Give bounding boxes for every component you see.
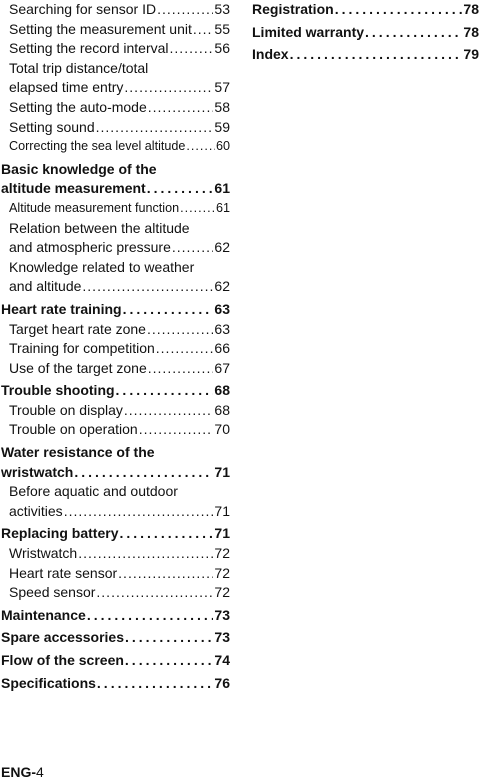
toc-title-text: Limited warranty (252, 23, 365, 40)
toc-entry-before-aquatic-and-outdoor-activities (1, 482, 230, 521)
toc-section-spare-accessories (1, 628, 230, 648)
dot-leader (157, 0, 213, 20)
dot-leader (118, 564, 213, 584)
toc-line (9, 339, 230, 359)
toc-line (9, 20, 230, 40)
toc-line (1, 160, 230, 180)
toc-page-number: 66 (214, 340, 230, 357)
toc-title-text: Specifications (1, 674, 96, 691)
toc-page-number: 55 (214, 20, 230, 37)
dot-leader (335, 0, 463, 20)
toc-page-number: 63 (214, 320, 230, 337)
toc-entry-target-heart-rate-zone (1, 320, 230, 340)
toc-page-number: 53 (214, 1, 230, 17)
toc-line (1, 674, 230, 694)
toc-section-water-resistance-of-the-wristwatch (1, 443, 230, 482)
toc-line (1, 628, 230, 648)
toc-line (252, 23, 479, 43)
toc-title-text: Setting the measurement unit (9, 20, 192, 37)
dot-leader (156, 339, 214, 359)
toc-line (9, 78, 230, 98)
toc-title-text: Trouble on display (9, 401, 123, 418)
toc-title-text: Total trip distance/total (9, 59, 149, 76)
toc-page-number: 59 (214, 118, 230, 135)
toc-line (9, 98, 230, 118)
dot-leader (123, 300, 214, 320)
toc-title-text: and atmospheric pressure (9, 239, 171, 256)
toc-entry-wristwatch (1, 544, 230, 564)
toc-entry-setting-the-measurement-unit (1, 20, 230, 40)
toc-page-number: 76 (214, 674, 230, 691)
toc-line (9, 0, 230, 20)
toc-title-text: Heart rate sensor (9, 564, 118, 581)
toc-line (9, 277, 230, 297)
dot-leader (119, 524, 213, 544)
toc-line (9, 137, 230, 157)
dot-leader (147, 179, 214, 199)
toc-title-text: Setting the record interval (9, 40, 169, 57)
toc-section-replacing-battery (1, 524, 230, 544)
toc-entry-speed-sensor (1, 583, 230, 603)
toc-title-text: Speed sensor (9, 584, 96, 601)
toc-line (9, 564, 230, 584)
toc-page-number: 72 (214, 564, 230, 581)
toc-page-number: 73 (214, 629, 230, 646)
toc-title-text: Training for competition (9, 340, 155, 357)
toc-entry-training-for-competition (1, 339, 230, 359)
toc-entry-relation-between-the-altitude-and-atmospheric-pressure (1, 219, 230, 258)
toc-title-text: Flow of the screen (1, 652, 124, 668)
toc-title-text: Altitude measurement function (9, 200, 180, 215)
toc-line (9, 219, 230, 239)
dot-leader (186, 137, 215, 157)
toc-entry-use-of-the-target-zone (1, 359, 230, 379)
dot-leader (124, 401, 214, 421)
toc-entry-setting-sound (1, 118, 230, 138)
toc-line (1, 651, 230, 671)
toc-page-number: 67 (214, 359, 230, 376)
toc-title-text: and altitude (9, 278, 82, 295)
toc-page-number: 62 (214, 239, 230, 256)
dot-leader (125, 651, 214, 671)
toc-section-flow-of-the-screen (1, 651, 230, 671)
toc-section-basic-knowledge-of-the-altitude-measurement (1, 160, 230, 199)
toc-title-text: Replacing battery (1, 525, 119, 542)
dot-leader (170, 39, 214, 59)
toc-line (1, 381, 230, 401)
toc-page-number: 62 (214, 278, 230, 295)
dot-leader (180, 199, 215, 219)
toc-entry-correcting-the-sea-level-altitude (1, 137, 230, 157)
footer-prefix: ENG- (1, 764, 36, 780)
toc-entry-heart-rate-sensor (1, 564, 230, 584)
dot-leader (139, 420, 214, 440)
toc-line (1, 179, 230, 199)
toc-title-text: Heart rate training (1, 300, 122, 317)
toc-title-text: Basic knowledge of the (1, 160, 157, 177)
toc-title-text: elapsed time entry (9, 79, 124, 96)
toc-title-text: Target heart rate zone (9, 320, 146, 337)
footer-page-number: 4 (36, 764, 44, 780)
toc-section-registration (252, 0, 479, 20)
dot-leader (172, 238, 214, 258)
dot-leader (148, 98, 214, 118)
toc-line (9, 359, 230, 379)
toc-line (9, 320, 230, 340)
toc-line (9, 544, 230, 564)
toc-line (9, 118, 230, 138)
toc-title-text: Trouble on operation (9, 421, 138, 438)
toc-page-number: 72 (214, 584, 230, 601)
toc-line (9, 583, 230, 603)
toc-line (252, 45, 479, 65)
toc-page-number: 70 (214, 421, 230, 438)
toc-section-heart-rate-training (1, 300, 230, 320)
dot-leader (96, 118, 214, 138)
toc-page-number: 74 (214, 652, 230, 668)
toc-line (9, 39, 230, 59)
toc-title-text: Use of the target zone (9, 359, 147, 376)
toc-line (252, 0, 479, 20)
toc-title-text: Relation between the altitude (9, 219, 190, 236)
toc-page-number: 68 (214, 401, 230, 418)
dot-leader (116, 381, 214, 401)
toc-page-number: 56 (214, 40, 230, 57)
toc-section-limited-warranty (252, 23, 479, 43)
toc-right-column (252, 0, 479, 65)
dot-leader (87, 606, 214, 626)
toc-entry-trouble-on-operation (1, 420, 230, 440)
toc-page-number: 72 (214, 545, 230, 562)
toc-title-text: Registration (252, 1, 334, 17)
toc-page-number: 68 (214, 382, 230, 399)
toc-title-text: Setting the auto-mode (9, 98, 147, 115)
toc-page-number: 78 (463, 1, 479, 17)
toc-title-text: wristwatch (1, 463, 74, 480)
dot-leader (78, 544, 213, 564)
toc-line (9, 482, 230, 502)
toc-line (1, 300, 230, 320)
dot-leader (125, 628, 213, 648)
toc-page-number: 71 (214, 463, 230, 480)
toc-section-trouble-shooting (1, 381, 230, 401)
toc-title-text: Trouble shooting (1, 382, 115, 399)
toc-page-number: 71 (214, 525, 230, 542)
toc-title-text: altitude measurement (1, 180, 146, 197)
toc-line (1, 524, 230, 544)
toc-title-text: Setting sound (9, 118, 95, 135)
toc-entry-altitude-measurement-function (1, 199, 230, 219)
dot-leader (148, 359, 214, 379)
toc-entry-knowledge-related-to-weather-and-altitude (1, 258, 230, 297)
toc-title-text: Searching for sensor ID (9, 1, 157, 17)
toc-page-number: 79 (463, 46, 479, 63)
toc-page-number: 73 (214, 606, 230, 623)
toc-line (9, 401, 230, 421)
dot-leader (193, 20, 214, 40)
toc-page-number: 57 (214, 79, 230, 96)
toc-line (1, 463, 230, 483)
toc-section-index (252, 45, 479, 65)
toc-line (9, 238, 230, 258)
dot-leader (97, 674, 214, 694)
toc-entry-searching-for-sensor-id (1, 0, 230, 20)
dot-leader (124, 78, 213, 98)
toc-title-text: activities (9, 502, 63, 519)
toc-left-column (1, 0, 230, 693)
toc-section-maintenance (1, 606, 230, 626)
toc-entry-total-trip-distance-total-elapsed-time-entry (1, 59, 230, 98)
toc-title-text: Wristwatch (9, 545, 78, 562)
toc-page-number: 61 (214, 180, 230, 197)
toc-page-number: 61 (215, 200, 230, 215)
dot-leader (147, 320, 213, 340)
toc-title-text: Index (252, 46, 289, 63)
toc-title-text: Correcting the sea level altitude (9, 139, 186, 154)
dot-leader (82, 277, 213, 297)
page-footer (1, 764, 44, 780)
toc-entry-setting-the-record-interval (1, 39, 230, 59)
toc-page-number: 71 (214, 502, 230, 519)
toc-title-text: Water resistance of the (1, 444, 155, 461)
toc-line (9, 199, 230, 219)
toc-title-text: Maintenance (1, 606, 86, 623)
toc-entry-trouble-on-display (1, 401, 230, 421)
toc-title-text: Spare accessories (1, 629, 124, 646)
dot-leader (290, 45, 463, 65)
dot-leader (74, 463, 213, 483)
toc-line (9, 420, 230, 440)
toc-page-number: 58 (214, 98, 230, 115)
dot-leader (365, 23, 462, 43)
toc-page-number: 78 (463, 23, 479, 40)
toc-title-text: Before aquatic and outdoor (9, 483, 178, 500)
toc-entry-setting-the-auto-mode (1, 98, 230, 118)
toc-page-number: 60 (215, 139, 230, 154)
toc-page-number: 63 (214, 300, 230, 317)
dot-leader (64, 502, 214, 522)
toc-line (9, 502, 230, 522)
toc-section-specifications (1, 674, 230, 694)
toc-line (9, 59, 230, 79)
toc-line (9, 258, 230, 278)
dot-leader (96, 583, 213, 603)
toc-line (1, 443, 230, 463)
toc-line (1, 606, 230, 626)
toc-title-text: Knowledge related to weather (9, 258, 195, 275)
